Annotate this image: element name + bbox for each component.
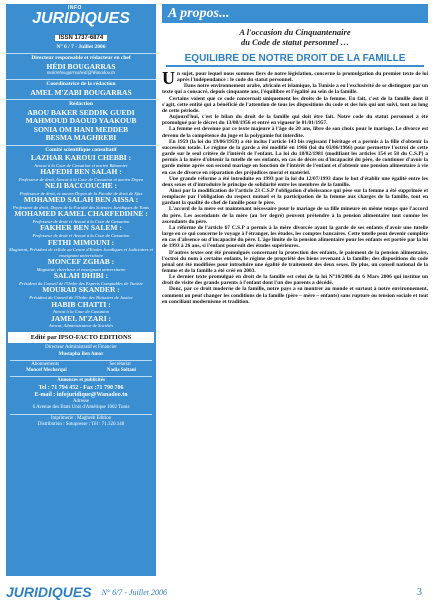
redaction-member: BESMA MAGHREBI — [45, 133, 117, 142]
article-body — [162, 68, 428, 305]
comite-member-role: Professeur de droit, Doyen de la Faculté des Sciences Juridiques de Tunis — [12, 204, 150, 210]
article-title: EQUILIBRE DE NOTRE DROIT DE LA FAMILLE — [184, 53, 406, 64]
comite-member-name: FETHI MIMOUNI : — [47, 237, 115, 247]
comite-member-name: LAZHAR KAROUI CHEBBI : — [30, 153, 132, 162]
comite-member-name: SALAH DHIBI : — [53, 271, 109, 281]
comite-member-name: MOHAMED SALAH BEN AISSA : — [23, 195, 139, 205]
paragraph: Dans notre environnement arabe, africain et islamique, la Tunisie a eu l'exclusivité de se distinguer par un texte qui a consacré, depuis cinquante ans, l'équilibre et l'égalité au sein de la famille. — [162, 83, 428, 96]
distribution: Distribution : Sotupresse : Tél : 71.320.148 — [37, 422, 125, 428]
comite-member-role: Professeur de droit, et ancien Doyen de la Faculté de droit de Sfax — [19, 190, 143, 196]
comite-member-role: Avocat à la Cour de Cassation et ancien Bâtonnier — [34, 162, 128, 168]
paragraph: La réforme de l'article 67 C.S.P a permis à la mère divorcée ayant la garde de ses enfants d'avoir une tutelle large en ce qui concerne le voyage à l'étranger, les études, les comptes bancaires. Cette tutelle peut devenir complète en cas d'absence ou d'incapacité du père. L'âge limite de la pension alimentaire pour les enfants est portée par la loi de 1993 à 26 ans, si l'enfant poursuit des études supérieures. — [162, 224, 428, 250]
paragraph — [162, 68, 428, 88]
footer-issue: N° 6/7 - Juillet 2006 — [101, 587, 167, 597]
paragraph: Une grande réforme a été introduite en 1993 par la loi du 12/07/1993 dans le but d'établir une égalité entre les deux sexes et d'introduire le principe de solidarité entre les membres de la famille. — [162, 175, 428, 188]
intro-line: A l'occasion du Cinquantenaire — [239, 27, 351, 37]
paragraph: La femme est devenue par ce texte majeure à l'âge de 20 ans, libre de son choix pour le mariage. Le divorce est devenu de la compétence du juge et la polygamie fut interdite. — [162, 126, 428, 139]
intro-line: du Code de statut personnel … — [241, 37, 349, 47]
redaction-heading: Rédaction — [6, 99, 156, 109]
paragraph: Aujourd'hui, c'est le bilan du droit de la famille qui doit être fait. Notre code du statut personnel a été promulgué par le décret du 13/08/1956 et entré en vigueur le 01/01/1957. — [162, 114, 428, 127]
paragraph: D'autres textes ont été promulgués concernant la protection des enfants, le paiement de la pension alimentaire, l'octroi du nom à certains enfants, le régime de propriété des biens revenant à la famille; des dispositions du code pénal ont été modifiées pour introduire une égalité de traitement des deux sexes. De plus, un conseil national de la femme et de la famille a été créé en 2003. — [162, 249, 428, 274]
masthead-sidebar — [6, 4, 156, 576]
director-heading: Directeur responsable et rédacteur en chef — [6, 53, 156, 63]
secretariat-label: Secrétariat — [109, 362, 131, 368]
admin-name: Mustapha Ben Amor — [58, 351, 104, 357]
drop-cap: U — [162, 68, 175, 88]
comite-member-name: FAKHER BEN SALEM : — [40, 223, 122, 233]
paragraph: Le dernier texte promulgué en droit de la famille est celui de la loi N°10/2006 du 6 Mars 2006 qui institue un droit de visite des grands parents à l'enfant dont l'un des parents a décédé. — [162, 274, 428, 287]
paragraph-text: n sujet, pour lequel nous sommes fiers de notre législation, concerne la promulgation du premier texte de loi après l'indépendance : le code du statut personnel. — [177, 71, 428, 84]
logo-small-text: INFO — [68, 5, 82, 11]
subscriptions-label: Abonnements — [31, 362, 59, 368]
coordination-heading: Coordinatrice de la rédaction — [6, 79, 156, 89]
comite-member-name: HAFEDH BEN SALAH : — [40, 167, 122, 177]
issn-badge: ISSN 1737-6874 — [55, 35, 107, 41]
coordination-name: AMEL M'ZABI BOUGARRAS — [30, 87, 132, 97]
comite-member-role: Avocat à la Cour de Cassation — [52, 309, 110, 315]
issue-number: N° 6 / 7 - Juillet 2006 — [56, 44, 106, 50]
contacts-names-row — [6, 368, 156, 374]
redaction-member: ABOU BAKER SEDDIK GUEDI — [27, 107, 135, 117]
comite-member-role: Professeur de droit et Avocat à la Cour de Cassation — [32, 218, 130, 224]
comite-member-role: Magistrat, Président de cellule au Centre d'Etudes Juridiques et Judiciaires et enseignant universitaire — [9, 247, 153, 258]
secretariat-name: Nadia Soltani — [106, 368, 136, 374]
divider — [10, 414, 152, 415]
redaction-member: MAHMOUD DAOUD YAAKOUB — [25, 116, 137, 125]
comite-list — [6, 154, 156, 329]
comite-member-name: JAMEL M'ZARI : — [51, 313, 111, 323]
paragraph: En 1959 (la loi du 19/06/1959) a été inclus l'article 143 bis régissant l'héritage et a permis à la fille d'obtenir la succession totale. Le régime de la garde a été modifié en 1966 (loi du 03/06/1966) pour permettre l'octroi de cette garde sur le seul critère de l'intérêt de l'enfant. La loi du 18/02/1981 (modifiant les articles 154 et 58 du C.S.P) a permis à la mère d'obtenir la tutelle de ses enfants, en cas de décès ou d'incapacité du père, de continuer d'avoir la garde même après son second mariage en fonction de l'intérêt de l'enfant et d'obtenir une pension alimentaire à vie en cas de divorce en réparation des préjudices moral et matériel. — [162, 138, 428, 176]
paragraph: Ainsi par la modification de l'article 23 C.S.P l'obligation d'obéissance qui pèse sur la femme a été supprimée et remplacée par l'obligation du respect mutuel et la participation de la femme aux charges de la famille, tout en gardant la qualité de chef de famille pour le père. — [162, 187, 428, 207]
paragraph: Certains voient que ce code concernait uniquement les droits de la femme. En fait, c'est de la famille dont il s'agit, cette entité qui a bénéficié de l'attention de tous les dispositions du code et des lois qui ont suivi, tout au long de cette période. — [162, 95, 428, 114]
comite-member-role: Avocat, Administrateur de Sociétés — [48, 323, 114, 329]
comite-member-name: MOURAD SKANDER : — [42, 285, 120, 295]
comite-member-name: HABIB CHATTI : — [51, 299, 111, 309]
divider — [10, 360, 152, 361]
admin-heading: Directeur Administratif et Financier — [45, 345, 117, 351]
divider — [10, 376, 152, 377]
ads-heading: Annonces et publicités — [57, 378, 105, 384]
comite-member-role: Magistrat, chercheur et enseignant universitaire — [36, 266, 126, 272]
printer: Imprimerie : Maghreb Edition — [50, 415, 112, 421]
comite-member-role: Président du Conseil de l'Ordre des Huissiers de Justice — [29, 294, 133, 300]
footer-logo: JURIDIQUES — [6, 584, 92, 600]
publication-logo: JURIDIQUES — [32, 10, 130, 27]
comite-member-role: Professeur de droit, Avocat à la Cour de Cassation et ancien Doyen — [18, 176, 144, 182]
subscriptions-name: Moncef Mecherqui — [26, 368, 67, 374]
address: 6 Avenue des Etats Unis d'Amérique 1002 Tunis — [32, 405, 130, 411]
title-underline — [166, 65, 424, 67]
paragraph: Donc, par ce droit moderne de la famille, notre pays a su montrer au monde et surtout à notre environnement, comment on peut changer les conditions de la famille (père – mère – enfants) sans rupture ou tension sociale et tout en conciliant modernisme et tradition. — [162, 286, 428, 305]
redaction-member: SONIA OM HANI MEDDEB — [33, 124, 129, 134]
paragraph: L'accord de la mère est maintenant nécessaire pour le mariage de sa fille mineure en même temps que l'accord du père. Les ascendants de la mère (au 1er degré) peuvent prétendre à la pension alimentaire tout comme les ascendants du père. — [162, 206, 428, 225]
article — [162, 4, 428, 578]
comite-member-name: NEJI BACCOUCHE : — [44, 181, 118, 191]
contact-email: E-mail : infojuridique@Wanadoo.tn — [34, 391, 128, 398]
comite-member-name: MOHAMED KAMEL CHARFEDDINE : — [14, 209, 148, 219]
phone-fax: Tel : 71 794 452 - Fax :71 790 706 — [38, 384, 124, 391]
comite-member-role: Président du Conseil de l'Ordre des Experts Comptables de Tunisie — [19, 280, 143, 286]
director-email: maitrebougarrashedi@Wanadoo.tn — [47, 71, 115, 76]
comite-member-name: MONCEF ZGHAB : — [47, 257, 115, 267]
comite-heading: Comité scientifique consultatif — [6, 145, 156, 155]
page-number: 3 — [417, 586, 422, 598]
page-footer — [6, 582, 428, 602]
director-name: HÉDI BOUGARRAS — [46, 61, 116, 71]
comite-member-role: Professeur de droit et Avocat à la Cour de Cassation — [32, 232, 130, 238]
publisher-box: Edité par IPSO-FACTO EDITIONS — [8, 332, 154, 344]
section-banner: A propos... — [162, 4, 428, 23]
address-label: Adresse — [72, 398, 90, 404]
